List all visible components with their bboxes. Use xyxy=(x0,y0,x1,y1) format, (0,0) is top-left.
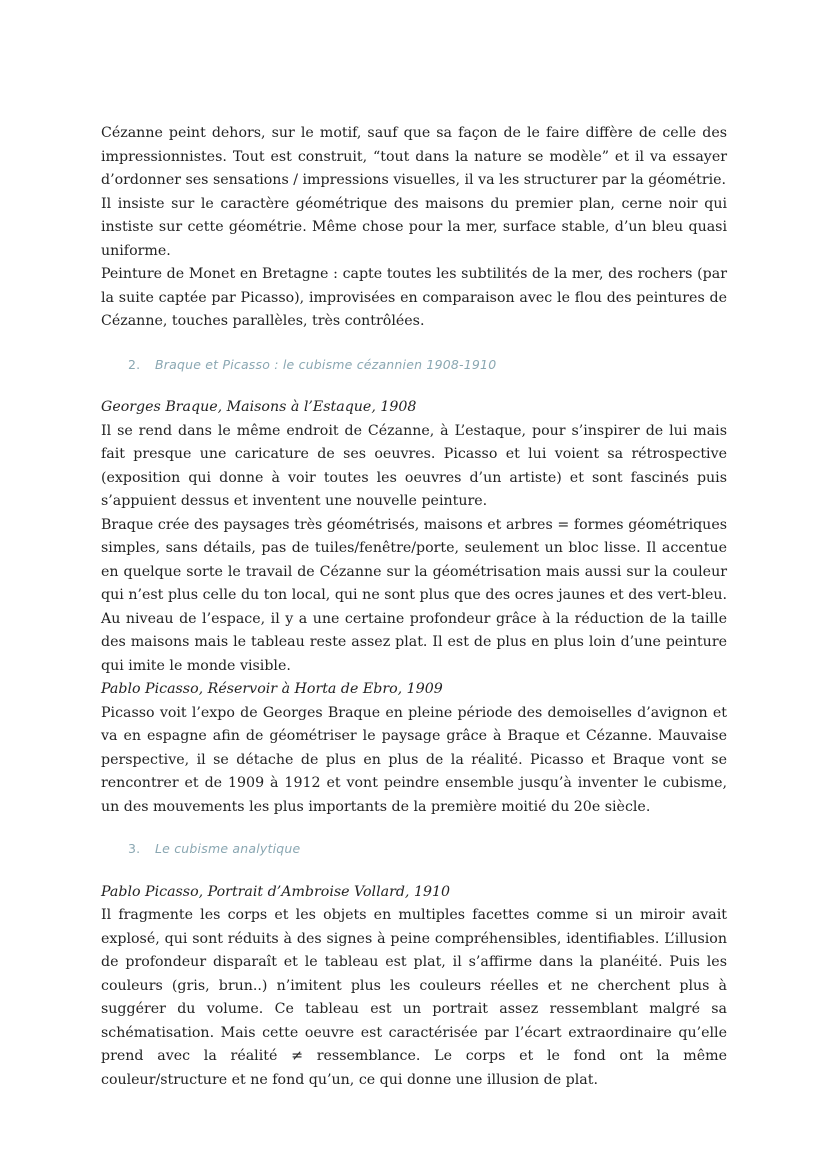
section-2-title: Braque et Picasso : le cubisme cézannien 1908-1910 xyxy=(155,356,497,372)
section-3-heading xyxy=(101,837,727,861)
intro-paragraph-3: Peinture de Monet en Bretagne : capte toutes les subtilités de la mer, des rochers (par la suite captée par Picasso), improvisées en comparaison avec le flou des peintures de Cézanne, touches parallèles, très contrôlées. xyxy=(101,266,727,329)
intro-paragraph-1: Cézanne peint dehors, sur le motif, sauf que sa façon de le faire diffère de celle des impressionnistes. Tout est construit, “tout dans la nature se modèle” et il va essayer d’ordonner ses sensations / impressions visuelles, il va les structurer par la géométrie. xyxy=(101,125,727,188)
section-2-heading xyxy=(101,353,727,377)
braque-paragraph-2: Braque crée des paysages très géométrisés, maisons et arbres = formes géométriques simples, sans détails, pas de tuiles/fenêtre/porte, seulement un bloc lisse. Il accentue en quelque sorte le travail de Cézanne sur la géométrisation mais aussi sur la couleur qui n’est plus celle du ton local, qui ne sont plus que des ocres jaunes et des vert-bleu. Au niveau de l’espace, il y a une certaine profondeur grâce à la réduction de la taille des maisons mais le tableau reste assez plat. Il est de plus en plus loin d’une peinture qui imite le monde visible. xyxy=(101,516,727,674)
artwork-title-picasso-vollard: Pablo Picasso, Portrait d’Ambroise Vollard, 1910 xyxy=(101,883,451,900)
artwork-title-picasso-horta: Pablo Picasso, Réservoir à Horta de Ebro, 1909 xyxy=(101,681,443,697)
picasso-horta-paragraph: Picasso voit l’expo de Georges Braque en pleine période des demoiselles d’avignon et va en espagne afin de géométriser le paysage grâce à Braque et Cézanne. Mauvaise perspective, il se détache de plus en plus de la réalité. Picasso et Braque vont se rencontrer et de 1909 à 1912 et vont peindre ensemble jusqu’à inventer le cubisme, un des mouvements les plus importants de la première moitié du 20e siècle. xyxy=(101,704,727,815)
document-body xyxy=(101,122,727,1092)
braque-paragraph-1: Il se rend dans le même endroit de Cézanne, à L’estaque, pour s’inspirer de lui mais fait presque une caricature de ses oeuvres. Picasso et lui voient sa rétrospective (exposition qui donne à voir toutes les oeuvres d’un artiste) et sont fascinés puis s’appuient dessus et inventent une nouvelle peinture. xyxy=(101,422,727,509)
artwork-title-braque-estaque: Georges Braque, Maisons à l’Estaque, 1908 xyxy=(101,399,417,415)
intro-paragraph-2: Il insiste sur le caractère géométrique des maisons du premier plan, cerne noir qui instiste sur cette géométrie. Même chose pour la mer, surface stable, d’un bleu quasi uniforme. xyxy=(101,195,727,259)
section-3-number: 3. xyxy=(128,841,141,856)
section-2-number: 2. xyxy=(128,356,141,372)
picasso-vollard-paragraph: Il fragmente les corps et les objets en multiples facettes comme si un miroir avait explosé, qui sont réduits à des signes à peine compréhensibles, identifiables. L’illusion de profondeur disparaît et le tableau est plat, il s’affirme dans la planéité. Puis les couleurs (gris, brun..) n’imitent plus les couleurs réelles et ne cherchent plus à suggérer du volume. Ce tableau est un portrait assez ressemblant malgré sa schématisation. Mais cette oeuvre est caractérisée par l’écart extraordinaire qu’elle prend avec la réalité ≠ ressemblance. Le corps et le fond ont la même couleur/structure et ne fond qu’un, ce qui donne une illusion de plat. xyxy=(101,907,727,1088)
section-3-title: Le cubisme analytique xyxy=(155,841,301,856)
